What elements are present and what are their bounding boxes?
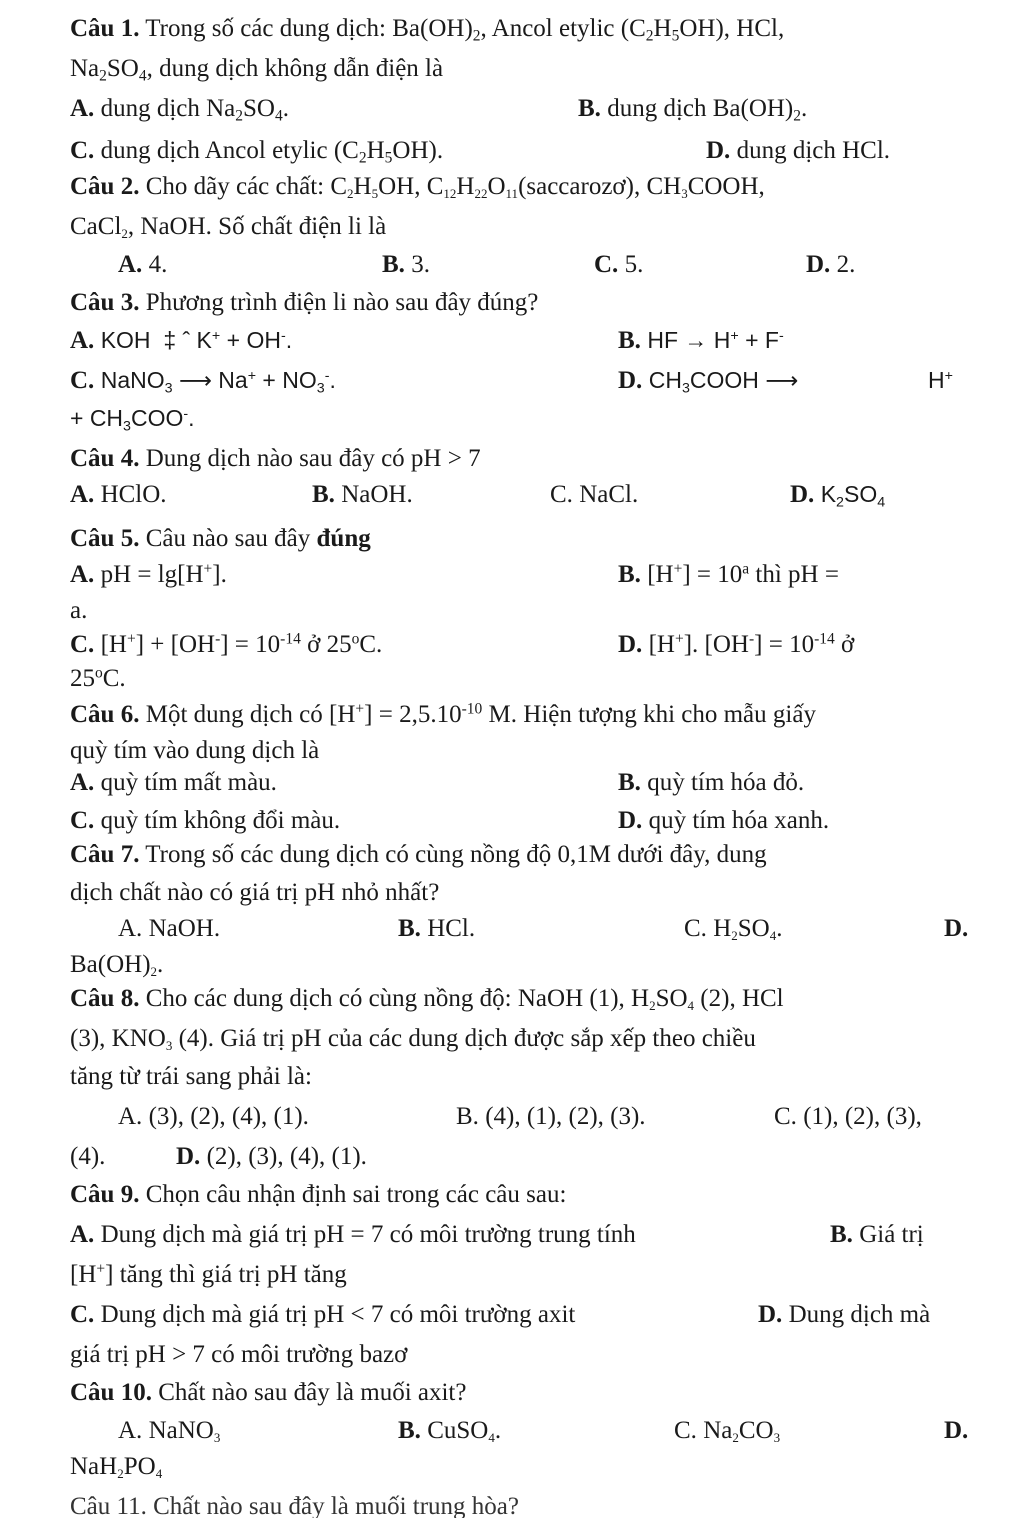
q4-option-a: A. HClO. xyxy=(70,481,167,508)
q7-option-a: A. NaOH. xyxy=(118,915,221,942)
q4-label: Câu 4. xyxy=(70,445,140,472)
q9-option-d: D. Dung dịch mà xyxy=(758,1301,931,1328)
q1-stem-line1: Câu 1. Trong số các dung dịch: $Ba(OH)_2$, Ancol etylic $(C_2H_5OH)$, HCl, xyxy=(70,15,785,45)
q4-option-c: C. NaCl. xyxy=(550,481,639,508)
q5-label: Câu 5. xyxy=(70,525,140,552)
q1-option-a: A. dung dịch $Na_2SO_4$. xyxy=(70,95,289,125)
q7-option-d: D. xyxy=(944,915,969,942)
q7-stem-line1: Câu 7. Trong số các dung dịch có cùng nồng độ 0,1M dưới đây, dung xyxy=(70,841,767,868)
q8-stem-line3: tăng từ trái sang phải là: xyxy=(70,1063,312,1090)
q10-stem: Câu 10. Chất nào sau đây là muối axit? xyxy=(70,1379,467,1406)
q2-option-a: A. 4. xyxy=(118,251,168,278)
q3-option-d-rhs: H+ xyxy=(928,367,953,393)
q10-option-c: C. $Na_2CO_3$ xyxy=(674,1417,781,1445)
q11-partial-text: Câu 11. Chất nào sau đây là muối trung hòa? xyxy=(70,1493,519,1518)
q5-option-b: B. $[H^+] = 10^a$ thì pH = xyxy=(618,560,839,588)
q5-option-c: C. $[H^+] + [OH^-] = 10^{-14}$ ở 25$^o$C. xyxy=(70,630,383,658)
q8-option-b: B. (4), (1), (2), (3). xyxy=(456,1103,646,1130)
q2-label: Câu 2. xyxy=(70,173,140,200)
q8-option-d: D. (2), (3), (4), (1). xyxy=(176,1143,367,1170)
q6-label: Câu 6. xyxy=(70,701,140,728)
q7-label: Câu 7. xyxy=(70,841,140,868)
q6-option-a: A. quỳ tím mất màu. xyxy=(70,769,277,796)
q3-option-a: A. KOH ‡ ˆ K+ + OH-. xyxy=(70,327,293,354)
q3-label: Câu 3. xyxy=(70,289,140,316)
q1-label: Câu 1. xyxy=(70,15,140,42)
q7-option-b: B. HCl. xyxy=(398,915,476,942)
q9-option-c: C. Dung dịch mà giá trị pH < 7 có môi trường axit xyxy=(70,1301,576,1328)
q4-option-d: D. $K_2SO_4$ xyxy=(790,481,886,511)
q4-stem: Câu 4. Dung dịch nào sau đây có pH > 7 xyxy=(70,445,481,472)
q2-option-b: B. 3. xyxy=(382,251,430,278)
q8-stem-line1: Câu 8. Cho các dung dịch có cùng nồng độ: NaOH (1), $H_2SO_4$ (2), HCl xyxy=(70,985,784,1013)
q3-option-c: C. NaNO$_3$ ⟶ $Na^+ + NO_3^-$. xyxy=(70,367,336,397)
q1-option-d: D. dung dịch HCl. xyxy=(706,137,891,164)
q3-stem: Câu 3. Phương trình điện li nào sau đây đúng? xyxy=(70,289,539,316)
q9-stem: Câu 9. Chọn câu nhận định sai trong các câu sau: xyxy=(70,1181,567,1208)
q1-option-b: B. dung dịch $Ba(OH)_2$. xyxy=(578,95,808,125)
q8-option-c-continuation: (4). xyxy=(70,1143,106,1170)
q9-option-b: B. Giá trị xyxy=(830,1221,924,1248)
q2-stem-line1: Câu 2. Cho dãy các chất: $C_2H_5OH$, $C_{12}H_{22}O_{11}(saccarozơ)$, $CH_3COOH$, xyxy=(70,173,765,201)
q8-label: Câu 8. xyxy=(70,985,140,1012)
q1-stem-line2: $Na_2SO_4$, dung dịch không dẫn điện là xyxy=(70,55,444,85)
q2-option-d: D. 2. xyxy=(806,251,856,278)
q5-stem: Câu 5. Câu nào sau đây đúng xyxy=(70,525,371,552)
q10-option-d: D. xyxy=(944,1417,969,1444)
q6-option-d: D. quỳ tím hóa xanh. xyxy=(618,807,830,834)
q6-option-b: B. quỳ tím hóa đỏ. xyxy=(618,769,805,796)
q9-option-b-continuation: [H+] tăng thì giá trị pH tăng xyxy=(70,1260,347,1288)
q6-option-c: C. quỳ tím không đổi màu. xyxy=(70,807,341,834)
q11-partial-line xyxy=(70,1478,610,1518)
q5-option-a: A. pH = lg[H+]. xyxy=(70,560,227,588)
q10-option-b: B. CuSO$_4$. xyxy=(398,1417,502,1445)
equilibrium-arrow-icon: ‡ ˆ xyxy=(163,327,191,353)
q8-stem-line2: (3), $KNO_3$ (4). Giá trị pH của các dung dịch được sắp xếp theo chiều xyxy=(70,1025,756,1053)
q9-option-a: A. Dung dịch mà giá trị pH = 7 có môi trường trung tính xyxy=(70,1221,636,1248)
q9-label: Câu 9. xyxy=(70,1181,140,1208)
q2-option-c: C. 5. xyxy=(594,251,644,278)
q1-option-c: C. dung dịch Ancol etylic $(C_2H_5OH)$. xyxy=(70,137,444,167)
q5-option-d: D. [H+]. $[OH^-] = 10^{-14}$ ở xyxy=(618,630,855,658)
q2-stem-line2: CaCl$_2$, NaOH. Số chất điện li là xyxy=(70,213,387,241)
q3-option-b: B. HF → H+ + F- xyxy=(618,327,784,354)
q7-option-c: C. $H_2SO_4$. xyxy=(684,915,783,943)
q7-stem-line2: dịch chất nào có giá trị pH nhỏ nhất? xyxy=(70,879,440,906)
q9-option-d-continuation: giá trị pH > 7 có môi trường bazơ xyxy=(70,1341,408,1368)
q7-option-d-continuation: $Ba(OH)_2$. xyxy=(70,951,164,979)
q5-option-d-continuation: 25$^o$C. xyxy=(70,664,126,692)
q3-option-d: D. $CH_3COOH$ ⟶ xyxy=(618,367,799,397)
q4-option-b: B. NaOH. xyxy=(312,481,413,508)
q10-option-a: A. NaNO$_3$ xyxy=(118,1417,221,1445)
q10-option-d-continuation: $NaH_2PO_4$ xyxy=(70,1453,163,1481)
q8-option-c: C. (1), (2), (3), xyxy=(774,1103,922,1130)
q6-stem-line2: quỳ tím vào dung dịch là xyxy=(70,737,320,764)
q6-stem-line1: Câu 6. Một dung dịch có $[H^+] = 2,5.10^{-10}$ M. Hiện tượng khi cho mẫu giấy xyxy=(70,700,816,728)
q5-option-b-continuation: a. xyxy=(70,597,88,624)
q3-option-d-continuation: + $CH_3COO^-$. xyxy=(70,405,195,435)
q8-option-a: A. (3), (2), (4), (1). xyxy=(118,1103,309,1130)
